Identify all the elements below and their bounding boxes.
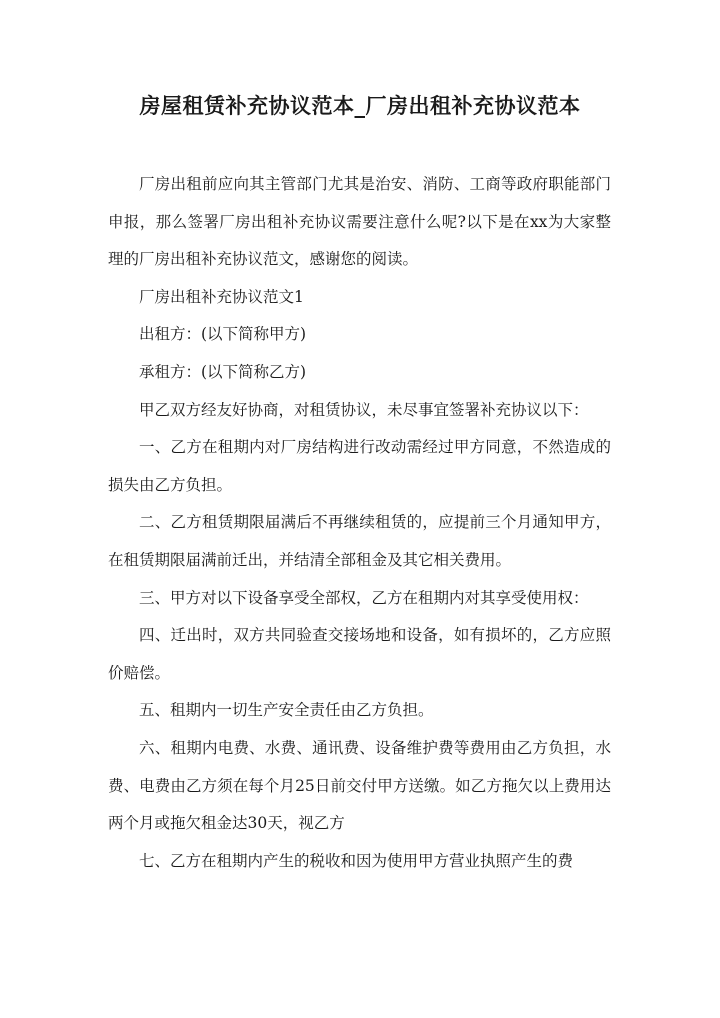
document-title: 房屋租赁补充协议范本_厂房出租补充协议范本 [139, 93, 581, 118]
clause-1: 一、乙方在租期内对厂房结构进行改动需经过甲方同意，不然造成的损失由乙方负担。 [108, 438, 611, 494]
paragraph-lessee: 承租方：(以下简称乙方) [139, 362, 307, 381]
clause-5: 五、租期内一切生产安全责任由乙方负担。 [139, 701, 434, 720]
clause-7: 七、乙方在租期内产生的税收和因为使用甲方营业执照产生的费 [139, 851, 574, 870]
clause-4: 四、迁出时，双方共同验查交接场地和设备，如有损坏的，乙方应照价赔偿。 [108, 626, 611, 682]
paragraph-preamble: 甲乙双方经友好协商，对租赁协议，未尽事宜签署补充协议以下： [139, 400, 589, 419]
clause-2: 二、乙方租赁期限届满后不再继续租赁的，应提前三个月通知甲方，在租赁期限届满前迁出，并结清全部租金及其它相关费用。 [108, 513, 611, 569]
clause-6: 六、租期内电费、水费、通讯费、设备维护费等费用由乙方负担，水费、电费由乙方须在每个月25日前交付甲方送缴。如乙方拖欠以上费用达两个月或拖欠租金达30天，视乙方 [108, 738, 611, 833]
paragraph-sample-heading: 厂房出租补充协议范文1 [139, 287, 304, 306]
paragraph-lessor: 出租方：(以下简称甲方) [139, 325, 307, 344]
document-body [108, 166, 611, 880]
paragraph-intro: 厂房出租前应向其主管部门尤其是治安、消防、工商等政府职能部门申报，那么签署厂房出租补充协议需要注意什么呢?以下是在xx为大家整理的厂房出租补充协议范文，感谢您的阅读。 [108, 175, 611, 269]
clause-3: 三、甲方对以下设备享受全部权，乙方在租期内对其享受使用权： [139, 588, 589, 607]
